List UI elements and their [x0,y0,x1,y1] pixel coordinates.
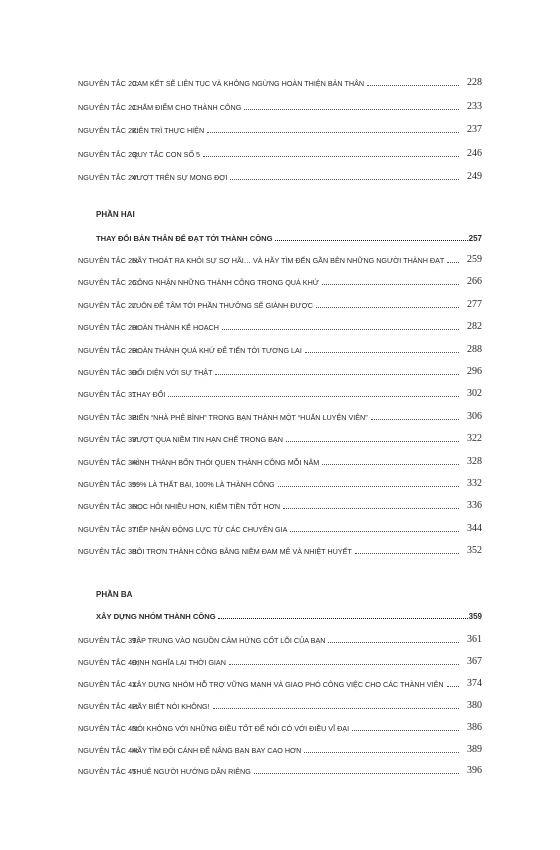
dot-leader [230,178,459,180]
toc-entry-title: HÃY BIẾT NÓI KHÔNG! [132,701,210,711]
dot-leader [316,306,459,308]
toc-entry-label: NGUYÊN TẮC 27: [78,300,139,310]
toc-entry-label: NGUYÊN TẮC 41: [78,679,139,689]
toc-entry-title: CAM KẾT SẼ LIÊN TỤC VÀ KHÔNG NGỪNG HOÀN THIỆN BẢN THÂN [132,79,365,88]
toc-entry-page: 352 [467,545,482,557]
toc-entry-page: 306 [467,410,482,422]
toc-entry-label: NGUYÊN TẮC 29: [78,345,139,355]
toc-entry-label: NGUYÊN TẮC 26: [78,278,139,288]
toc-entry-title: HỌC HỎI NHIỀU HƠN, KIẾM TIỀN TỐT HƠN [132,502,281,512]
toc-entry-page: 249 [467,171,482,182]
toc-entry-page: 386 [467,721,482,733]
toc-entry-page: 361 [467,634,482,645]
toc-entry-title: THUÊ NGƯỜI HƯỚNG DẪN RIÊNG [132,767,251,777]
toc-entry-page: 266 [467,276,482,288]
toc-entry[interactable] [78,296,482,310]
toc-entry-page: 277 [467,298,482,310]
toc-entry-title: HOÀN THÀNH KẾ HOẠCH [132,323,219,333]
dot-leader [447,685,459,687]
part2-heading: PHẦN HAI [96,210,135,219]
toc-entry[interactable] [78,168,482,182]
toc-entry-label: NGUYÊN TẮC 42: [78,701,139,711]
toc-entry-title: LUÔN ĐỂ TÂM TỚI PHẦN THƯỞNG SẼ GIÀNH ĐƯỢC [132,300,313,310]
toc-entry-title: THAY ĐỔI [132,390,166,400]
toc-entry-title: TẬP TRUNG VÀO NGUỒN CẢM HỨNG CỐT LÕI CỦA BẠN [132,636,326,645]
toc-entry-page: 233 [467,100,482,112]
toc-entry-page: 322 [467,433,482,445]
dot-leader [218,617,468,619]
dot-leader [278,485,459,487]
dot-leader [229,663,459,665]
toc-entry-title: QUY TẮC CON SỐ 5 [132,149,201,159]
part3-page: 359 [468,612,482,621]
toc-entry-page: 228 [467,77,482,88]
toc-entry-title: CHẤM ĐIỂM CHO THÀNH CÔNG [132,102,242,112]
dot-leader [371,418,459,420]
toc-entry-title: ĐỐI DIỆN VỚI SỰ THẬT [132,368,213,377]
toc-entry-label: NGUYÊN TẮC 31: [78,390,139,400]
toc-entry[interactable] [78,408,482,422]
toc-entry[interactable] [78,318,482,332]
toc-entry[interactable] [78,145,482,159]
part3-heading: PHẦN BA [96,590,133,599]
part2-title-row[interactable] [96,229,482,243]
toc-entry-label: NGUYÊN TẮC 33: [78,435,139,445]
dot-leader [203,155,459,157]
dot-leader [213,707,459,709]
dot-leader [447,261,459,263]
toc-entry[interactable] [78,520,482,534]
toc-entry-page: 380 [467,699,482,711]
dot-leader [254,772,459,774]
dot-leader [352,729,459,731]
dot-leader [222,328,459,330]
toc-entry-title: XÂY DỰNG NHÓM HỖ TRỢ VỮNG MẠNH VÀ GIAO PHÓ CÔNG VIỆC CHO CÁC THÀNH VIÊN [132,679,444,689]
toc-entry-page: 246 [467,147,482,159]
dot-leader [290,530,459,532]
toc-entry-page: 282 [467,321,482,333]
toc-entry-label: NGUYÊN TẮC 24: [78,173,139,182]
toc-entry-page: 396 [467,765,482,777]
toc-entry[interactable] [78,653,482,667]
toc-entry[interactable] [78,121,482,135]
toc-entry-label: NGUYÊN TẮC 45: [78,767,139,777]
dot-leader [283,507,459,509]
toc-entry[interactable] [78,341,482,355]
toc-entry[interactable] [78,675,482,689]
toc-entry[interactable] [78,741,482,755]
toc-entry-label: NGUYÊN TẮC 22: [78,126,139,135]
toc-entry-title: KIÊN TRÌ THỰC HIỆN [132,126,205,135]
toc-entry-page: 367 [467,655,482,667]
part3-title: XÂY DỰNG NHÓM THÀNH CÔNG [96,612,216,621]
toc-entry-title: HÃY TÌM ĐỘI CÁNH ĐỂ NÂNG BẠN BAY CAO HƠN [132,745,302,755]
dot-leader [322,283,459,285]
part2-title: THAY ĐỔI BẢN THÂN ĐỂ ĐẠT TỚI THÀNH CÔNG [96,234,273,243]
toc-entry[interactable] [78,385,482,399]
toc-entry-page: 344 [467,522,482,534]
part3-title-row[interactable] [96,607,482,621]
toc-entry[interactable] [78,453,482,467]
toc-entry[interactable] [78,98,482,112]
toc-entry-page: 374 [467,677,482,689]
toc-entry-page: 328 [467,455,482,467]
dot-leader [207,131,459,133]
toc-entry-page: 288 [467,343,482,355]
dot-leader [367,84,459,86]
toc-entry-title: NÓI KHÔNG VỚI NHỮNG ĐIỀU TỐT ĐỂ NÓI CÓ VỚI ĐIỀU VĨ ĐẠI [132,723,350,733]
toc-entry-label: NGUYÊN TẮC 35: [78,480,139,489]
toc-entry-title: BIẾN “NHÀ PHÊ BÌNH” TRONG BẠN THÀNH MỘT “HUẤN LUYỆN VIÊN” [132,412,368,422]
dot-leader [275,239,468,241]
toc-entry-label: NGUYÊN TẮC 28: [78,323,139,333]
toc-entry-page: 259 [467,254,482,265]
toc-entry-label: NGUYÊN TẮC 34: [78,457,139,467]
toc-entry-page: 302 [467,388,482,400]
toc-entry[interactable] [78,251,482,265]
toc-entry[interactable] [78,497,482,511]
toc-entry-page: 389 [467,743,482,755]
toc-entry-label: NGUYÊN TẮC 32: [78,412,139,422]
dot-leader [244,108,459,110]
toc-entry-label: NGUYÊN TẮC 30: [78,368,139,377]
toc-entry-title: VƯỢT TRÊN SỰ MONG ĐỢI [132,173,228,182]
part2-page: 257 [468,234,482,243]
toc-entry[interactable] [78,363,482,377]
toc-entry[interactable] [78,697,482,711]
toc-entry[interactable] [78,719,482,733]
toc-entry-label: NGUYÊN TẮC 44: [78,745,139,755]
toc-entry-title: HÌNH THÀNH BỐN THÓI QUEN THÀNH CÔNG MỖI NĂM [132,457,320,467]
dot-leader [322,463,459,465]
toc-entry-label: NGUYÊN TẮC 37: [78,524,139,534]
toc-entry[interactable] [78,430,482,444]
dot-leader [215,373,459,375]
toc-entry-label: NGUYÊN TẮC 23: [78,149,139,159]
toc-entry-label: NGUYÊN TẮC 25: [78,256,139,265]
toc-entry-title: HOÀN THÀNH QUÁ KHỨ ĐỂ TIẾN TỚI TƯƠNG LAI [132,345,302,355]
toc-entry-title: HÃY THOÁT RA KHỎI SỰ SỢ HÃI… VÀ HÃY TÌM ĐẾN GẦN BÊN NHỮNG NGƯỜI THÀNH ĐẠT [132,256,445,265]
toc-entry-page: 332 [467,478,482,489]
toc-entry-page: 296 [467,366,482,377]
dot-leader [304,751,459,753]
toc-entry[interactable] [78,74,482,88]
toc-entry[interactable] [78,542,482,556]
toc-entry-label: NGUYÊN TẮC 21: [78,102,139,112]
toc-entry[interactable] [78,475,482,489]
dot-leader [286,440,459,442]
toc-entry-page: 336 [467,500,482,512]
toc-entry-label: NGUYÊN TẮC 40: [78,657,139,667]
toc-entry-label: NGUYÊN TẮC 20: [78,79,139,88]
toc-entry[interactable] [78,762,482,776]
toc-entry-label: NGUYÊN TẮC 43: [78,723,139,733]
toc-entry-title: CÔNG NHẬN NHỮNG THÀNH CÔNG TRONG QUÁ KHỨ [132,278,319,288]
toc-entry-title: TIẾP NHẬN ĐỘNG LỰC TỪ CÁC CHUYÊN GIA [132,524,288,534]
toc-entry-title: BÔI TRƠN THÀNH CÔNG BẰNG NIỀM ĐAM MÊ VÀ NHIỆT HUYẾT [132,547,352,557]
toc-entry[interactable] [78,631,482,645]
dot-leader [328,641,459,643]
toc-entry-label: NGUYÊN TẮC 39: [78,636,139,645]
dot-leader [305,351,459,353]
toc-entry-label: NGUYÊN TẮC 36: [78,502,139,512]
toc-entry-label: NGUYÊN TẮC 38: [78,547,139,557]
toc-entry-title: VƯỢT QUA NIỀM TIN HẠN CHẾ TRONG BẠN [132,435,283,445]
dot-leader [355,552,459,554]
toc-entry-title: 99% LÀ THẤT BẠI, 100% LÀ THÀNH CÔNG [132,480,275,489]
toc-entry-title: ĐỊNH NGHĨA LẠI THỜI GIAN [132,657,226,667]
dot-leader [168,395,459,397]
toc-entry[interactable] [78,273,482,287]
toc-entry-page: 237 [467,124,482,135]
